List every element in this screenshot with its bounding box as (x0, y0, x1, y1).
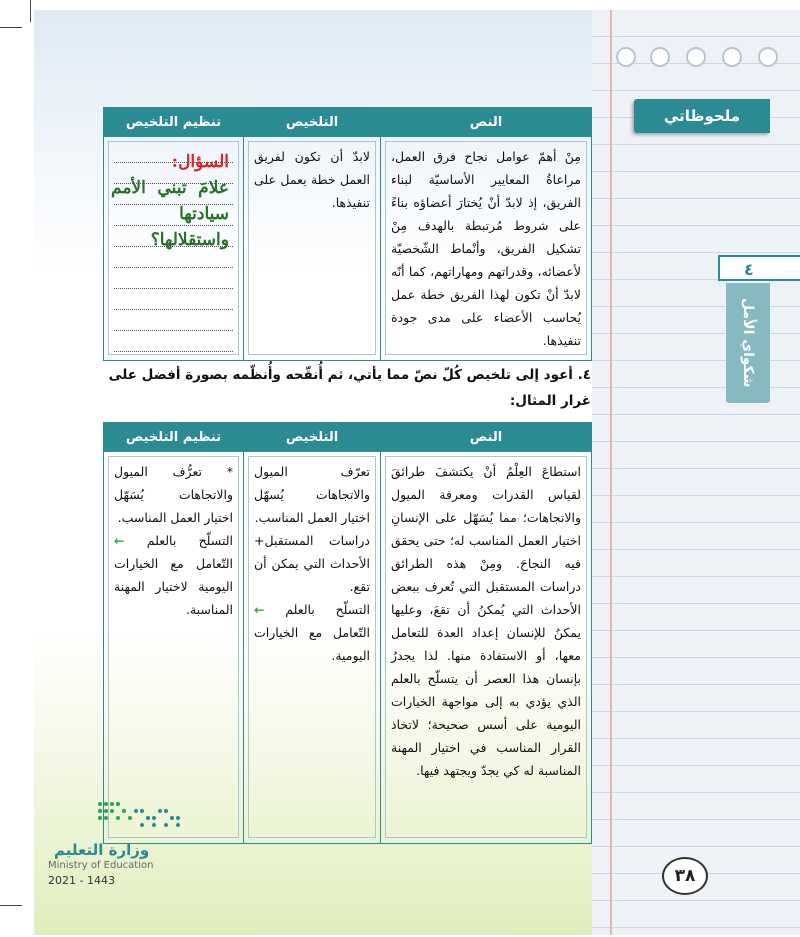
header-summary: التلخيص (244, 108, 381, 137)
page-number: ٣٨ (662, 857, 708, 895)
organize-cell (104, 137, 244, 361)
header-organize: تنظيم التلخيص (104, 423, 244, 452)
header-text: النص (381, 108, 592, 137)
question-note (111, 149, 229, 253)
binder-ring (650, 47, 670, 67)
header-summary: التلخيص (244, 423, 381, 452)
notes-margin-line (610, 10, 612, 935)
organize-part (114, 529, 233, 621)
crop-mark (0, 27, 22, 28)
notes-column (592, 10, 800, 935)
ministry-logo-icon (94, 800, 184, 832)
crop-mark (30, 0, 31, 22)
dotted-line (114, 289, 233, 310)
binder-ring (722, 47, 742, 67)
arrow-icon: ← (114, 533, 125, 548)
summary-cell (244, 137, 381, 361)
organize-cell (104, 452, 244, 844)
summary-part: دراسات المستقبل+ الأحداث التي يمكن أن تقع. (254, 533, 370, 594)
text-paragraph: مِنْ أهمّ عوامل نجاح فرق العمل، مراعاةُ المعايير الأساسيّة لبناء الفريق، إذ لابدّ أنْ يُختارَ أعضاؤه بناءً على شروط مُرتبطة بالهدف مِنْ تشكيل الفريق، وأنْماط الشّخصيّة لأعضائه، وقدراتهم ومهاراتهم، كما أنّه لابدّ أنْ تكون لهذا الفريق خطة عمل يُحاسب الأعضاء على مدى جودة تنفيذها. (385, 141, 587, 355)
organize-part-a: التسلّح بالعلم (146, 533, 233, 548)
summary-area (248, 456, 376, 838)
dotted-line (114, 331, 233, 352)
summary-cell (244, 452, 381, 844)
header-text: النص (381, 423, 592, 452)
dotted-line (114, 310, 233, 331)
example-table (103, 107, 592, 361)
organize-part-b: التّعامل مع الخيارات اليومية لاختيار المهنة المناسبة. (114, 556, 233, 617)
summary-part-a: التسلّح بالعلم (285, 602, 370, 617)
unit-number: ٤ (718, 255, 800, 281)
summary-part: تعرّف الميول والاتجاهات يُسهّل اختيار العمل المناسب. (254, 464, 370, 525)
text-cell (381, 137, 592, 361)
edition-year: 2021 - 1443 (48, 874, 115, 887)
text-cell (381, 452, 592, 844)
unit-title: شكواي الأمل (726, 283, 770, 403)
binder-ring (686, 47, 706, 67)
summary-paragraph: لابدّ أن تكون لفريق العمل خطة يعمل على تنفيذها. (248, 141, 376, 355)
organize-part: * تعرُّف الميول والاتجاهات يُسَهّل اختيار العمل المناسب. (114, 464, 233, 525)
text-paragraph: استطاعَ العِلْمُ أنْ يكتشفَ طرائقَ لقياس القدرات ومعرفة الميول والاتجاهات؛ مما يُسَهّل على الإنسانِ اختيار العمل المناسب له؛ حتى يحقق فيه النجاحَ. ومِنْ هذه الطرائق دراسات المستقبل التي تُعرف ببعض الأحداث التي يُمكنُ أن تقعَ، وعليها يمكنُ للإنسان إعداد العدة للتعامل معها، أو الاستفادة منها. لذا يجدرُ بإنسان هذا العصر أن يتسلّح بالعلم الذي يؤدي به إلى مواجهة الخيارات اليومية على أسس صحيحة؛ لاتخاذ القرار المناسب في اختيار المهنة المناسبة له كي يجدّ ويجتهد فيها. (385, 456, 587, 838)
question-text: علامَ تبني الأمم سيادتها واستقلالها؟ (111, 178, 229, 250)
notes-label: ملحوظاتي (634, 99, 770, 133)
exercise-table (103, 422, 592, 844)
question-label: السؤال: (171, 152, 229, 172)
summary-part-b: التّعامل مع الخيارات اليومية. (254, 625, 370, 663)
dotted-line (114, 268, 233, 289)
ministry-name-arabic: وزارة التعليم (54, 841, 150, 859)
binder-ring (616, 47, 636, 67)
header-organize: تنظيم التلخيص (104, 108, 244, 137)
exercise-instruction: ٤. أعود إلى تلخيص كُلّ نصّ مما يأتي، ثم أُنقّحه وأُنظّمه بصورة أفضل على غرار المثال: (108, 367, 591, 409)
ministry-name-english: Ministry of Education (48, 860, 154, 871)
arrow-icon: ← (254, 602, 265, 617)
summary-part (254, 598, 370, 667)
binder-ring (758, 47, 778, 67)
crop-mark (0, 905, 22, 906)
organize-area (108, 456, 239, 838)
